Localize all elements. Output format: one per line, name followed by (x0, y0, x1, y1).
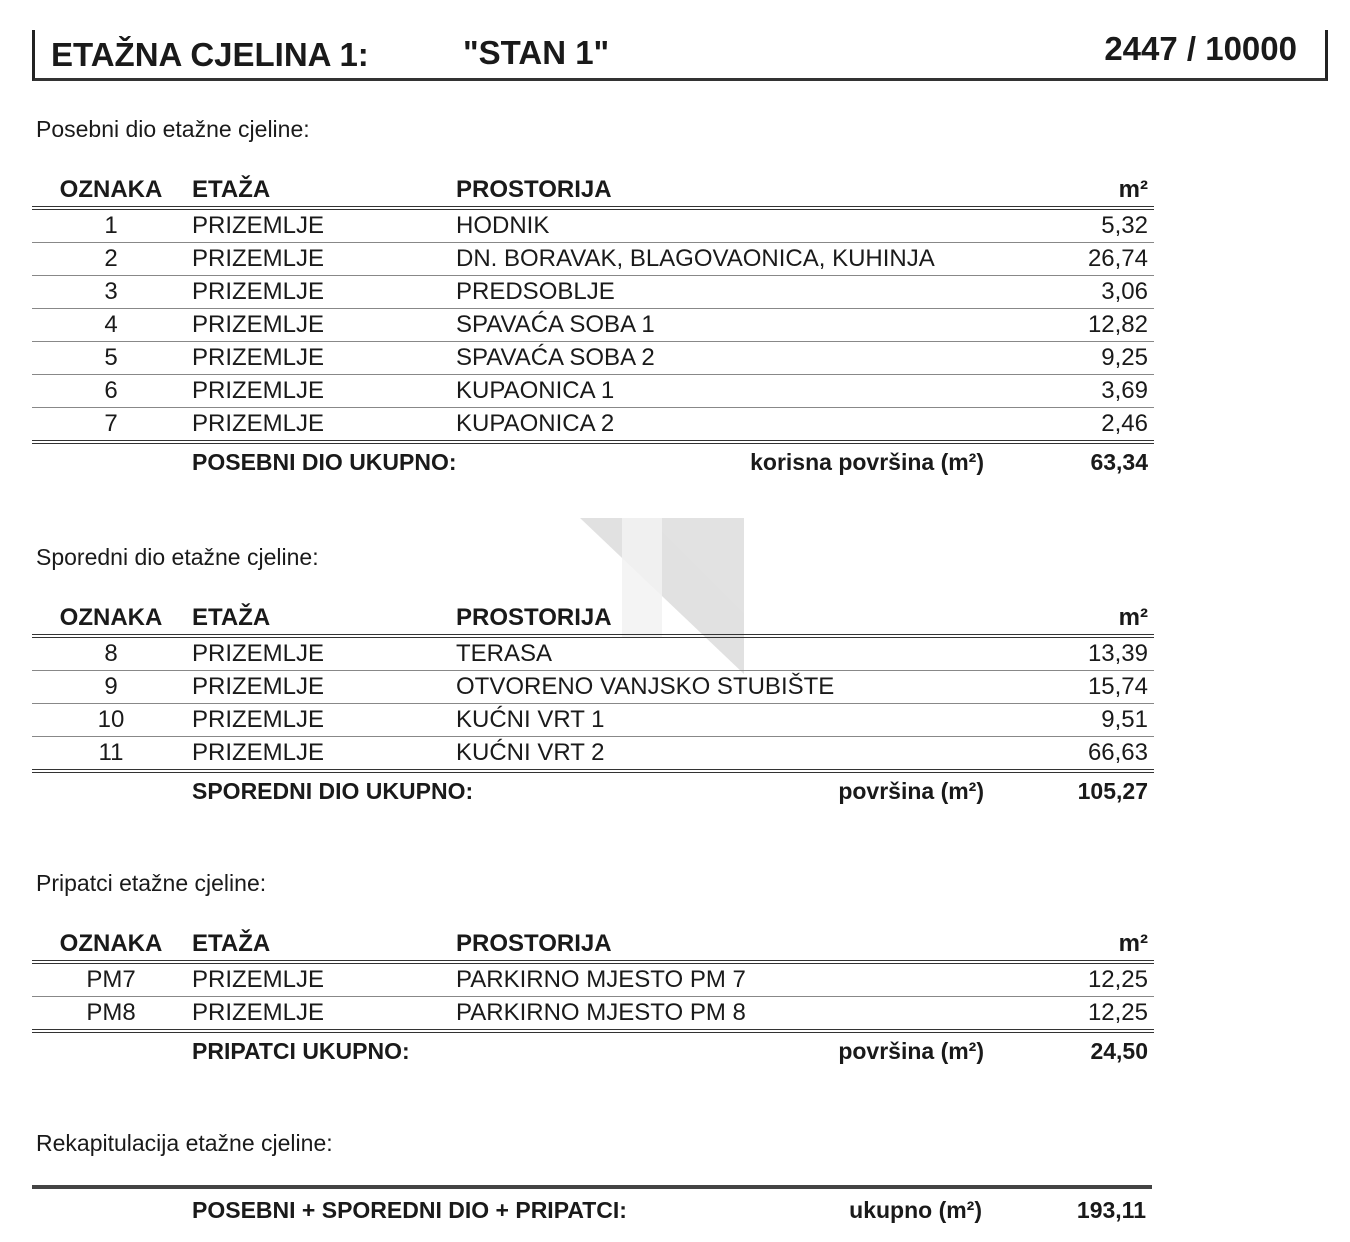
table-row (32, 704, 1154, 737)
total-label: PRIPATCI UKUPNO: (192, 1038, 410, 1064)
cell-prostorija: PARKIRNO MJESTO PM 7 (456, 966, 746, 993)
cell-oznaka: 1 (104, 212, 118, 239)
table-row (32, 638, 1154, 671)
cell-etaza: PRIZEMLJE (192, 344, 325, 371)
table-row (32, 997, 1154, 1029)
section-label-pripatci: Pripatci etažne cjeline: (36, 870, 267, 896)
table-header (32, 602, 1154, 638)
col-oznaka: OZNAKA (59, 176, 163, 203)
cell-prostorija: OTVORENO VANJSKO STUBIŠTE (456, 673, 835, 700)
total-row (32, 1029, 1154, 1067)
cell-m2: 15,74 (1087, 673, 1148, 700)
cell-etaza: PRIZEMLJE (192, 706, 325, 733)
cell-etaza: PRIZEMLJE (192, 640, 325, 667)
cell-m2: 3,69 (1101, 377, 1148, 404)
ownership-share: 2447 / 10000 (1104, 30, 1297, 67)
cell-prostorija: SPAVAĆA SOBA 2 (456, 344, 655, 371)
col-etaza: ETAŽA (192, 176, 271, 203)
cell-prostorija: HODNIK (456, 212, 550, 239)
cell-m2: 3,06 (1101, 278, 1148, 305)
table-header (32, 928, 1154, 964)
cell-oznaka: PM8 (86, 999, 136, 1026)
cell-oznaka: 5 (104, 344, 118, 371)
cell-m2: 12,82 (1087, 311, 1148, 338)
cell-etaza: PRIZEMLJE (192, 999, 325, 1026)
table-row (32, 243, 1154, 276)
cell-m2: 9,51 (1101, 706, 1148, 733)
cell-etaza: PRIZEMLJE (192, 966, 325, 993)
table-row (32, 737, 1154, 769)
cell-m2: 9,25 (1101, 344, 1148, 371)
col-etaza: ETAŽA (192, 930, 271, 957)
table-posebni (32, 174, 1154, 478)
total-label: POSEBNI DIO UKUPNO: (192, 449, 457, 475)
col-etaza: ETAŽA (192, 604, 271, 631)
cell-prostorija: KUĆNI VRT 1 (456, 706, 605, 733)
total-row (32, 769, 1154, 807)
table-row (32, 671, 1154, 704)
table-body (32, 210, 1154, 440)
section-label-posebni: Posebni dio etažne cjeline: (36, 116, 310, 142)
cell-etaza: PRIZEMLJE (192, 377, 325, 404)
total-value: 63,34 (1090, 449, 1148, 475)
table-sporedni (32, 602, 1154, 807)
cell-prostorija: KUPAONICA 2 (456, 410, 615, 437)
table-row (32, 964, 1154, 997)
section-label-rekapitulacija: Rekapitulacija etažne cjeline: (36, 1130, 333, 1156)
cell-prostorija: SPAVAĆA SOBA 1 (456, 311, 655, 338)
recap-unit: ukupno (m²) (849, 1197, 982, 1223)
total-unit: površina (m²) (838, 1038, 984, 1064)
total-label: SPOREDNI DIO UKUPNO: (192, 778, 474, 804)
recap-value: 193,11 (1076, 1197, 1146, 1223)
document-title-bar (32, 30, 1328, 81)
total-value: 105,27 (1077, 778, 1148, 804)
table-header (32, 174, 1154, 210)
cell-oznaka: 8 (104, 640, 118, 667)
cell-oznaka: 2 (104, 245, 118, 272)
col-oznaka: OZNAKA (59, 930, 163, 957)
section-label-sporedni: Sporedni dio etažne cjeline: (36, 544, 319, 570)
table-row (32, 375, 1154, 408)
recap-row (32, 1185, 1152, 1229)
total-row (32, 440, 1154, 478)
col-oznaka: OZNAKA (59, 604, 163, 631)
table-row (32, 276, 1154, 309)
cell-etaza: PRIZEMLJE (192, 410, 325, 437)
col-prostorija: PROSTORIJA (456, 176, 612, 203)
table-row (32, 408, 1154, 440)
col-m2: m² (1118, 604, 1148, 631)
cell-m2: 12,25 (1087, 966, 1148, 993)
total-unit: korisna površina (m²) (750, 449, 984, 475)
cell-m2: 2,46 (1101, 410, 1148, 437)
cell-oznaka: PM7 (86, 966, 136, 993)
col-prostorija: PROSTORIJA (456, 604, 612, 631)
cell-prostorija: TERASA (456, 640, 553, 667)
table-row (32, 210, 1154, 243)
cell-etaza: PRIZEMLJE (192, 212, 325, 239)
cell-oznaka: 11 (98, 739, 124, 766)
cell-prostorija: KUĆNI VRT 2 (456, 739, 605, 766)
cell-oznaka: 10 (97, 706, 125, 733)
unit-name: "STAN 1" (463, 34, 610, 71)
cell-oznaka: 3 (104, 278, 118, 305)
total-unit: površina (m²) (838, 778, 984, 804)
table-row (32, 342, 1154, 375)
cell-etaza: PRIZEMLJE (192, 739, 325, 766)
unit-title: ETAŽNA CJELINA 1: (51, 36, 369, 73)
cell-oznaka: 9 (104, 673, 118, 700)
cell-m2: 12,25 (1087, 999, 1148, 1026)
table-pripatci (32, 928, 1154, 1067)
cell-m2: 13,39 (1087, 640, 1148, 667)
recap-label: POSEBNI + SPOREDNI DIO + PRIPATCI: (192, 1197, 627, 1223)
cell-etaza: PRIZEMLJE (192, 673, 325, 700)
cell-oznaka: 6 (104, 377, 118, 404)
col-prostorija: PROSTORIJA (456, 930, 612, 957)
table-body (32, 964, 1154, 1029)
col-m2: m² (1118, 930, 1148, 957)
cell-oznaka: 4 (104, 311, 118, 338)
table-body (32, 638, 1154, 769)
cell-prostorija: KUPAONICA 1 (456, 377, 615, 404)
table-row (32, 309, 1154, 342)
cell-oznaka: 7 (104, 410, 118, 437)
cell-etaza: PRIZEMLJE (192, 278, 325, 305)
cell-m2: 5,32 (1101, 212, 1148, 239)
cell-prostorija: PREDSOBLJE (456, 278, 615, 305)
cell-etaza: PRIZEMLJE (192, 311, 325, 338)
cell-prostorija: DN. BORAVAK, BLAGOVAONICA, KUHINJA (456, 245, 935, 272)
total-value: 24,50 (1090, 1038, 1148, 1064)
cell-m2: 26,74 (1087, 245, 1148, 272)
col-m2: m² (1118, 176, 1148, 203)
cell-etaza: PRIZEMLJE (192, 245, 325, 272)
cell-m2: 66,63 (1087, 739, 1148, 766)
cell-prostorija: PARKIRNO MJESTO PM 8 (456, 999, 746, 1026)
